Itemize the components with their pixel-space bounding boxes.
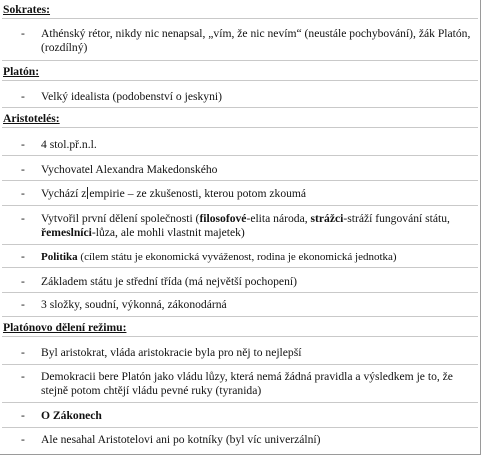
row-divider [2,336,478,337]
list-item-text: Základem státu je střední třída (má největší pochopení) [41,275,297,288]
list-item-text: Velký idealista (podobenství o jeskyni) [41,90,222,103]
bold-term: filosofové [199,212,247,225]
list-item-text: 4 stol.př.n.l. [41,138,97,151]
list-item-text [41,409,475,423]
list-item-text: Vychovatel Alexandra Makedonského [41,163,218,176]
row-divider [2,127,478,128]
list-item-text: 3 složky, soudní, výkonná, zákonodárná [41,298,227,311]
row-divider [2,316,478,317]
heading-platon: Platón: [3,65,40,78]
dash-bullet: - [21,409,25,422]
bold-term: strážci [310,212,344,225]
dash-bullet: - [21,250,25,263]
row-divider [2,364,478,365]
row-divider [2,60,478,61]
dash-bullet: - [21,90,25,103]
row-divider [2,402,478,403]
heading-platonovo-deleni: Platónovo dělení režimu: [3,321,127,334]
row-divider [2,427,478,428]
row-divider [2,205,478,206]
list-item-text: Byl aristokrat, vláda aristokracie byla pro něj to nejlepší [41,346,302,359]
dash-bullet: - [21,163,25,176]
list-item-sokrates-1 [3,27,475,57]
list-item-text [41,212,475,240]
row-divider [2,107,478,108]
dash-bullet: - [21,212,25,225]
dash-bullet: - [21,187,25,200]
dash-bullet: - [21,346,25,359]
dash-bullet: - [21,275,25,288]
text-part: empirie – ze zkušenosti, kterou potom zkoumá [89,187,307,200]
bold-term: O Zákonech [41,409,102,422]
dash-bullet: - [21,138,25,151]
row-divider [2,18,478,19]
row-divider [2,80,478,81]
row-divider [2,180,478,181]
row-divider [2,292,478,293]
list-item-aristoteles-4 [3,212,475,242]
dash-bullet: - [21,27,25,40]
list-item-text [41,187,475,201]
text-part: -stráží fungování státu, [343,212,450,225]
row-divider [2,155,478,156]
heading-aristoteles: Aristotelés: [3,112,60,125]
bold-term: řemeslníci [41,226,92,239]
text-part: -lůza, ale mohli vlastnit majetek) [91,226,245,239]
dash-bullet: - [21,370,25,383]
text-part: Vychází z [41,187,87,200]
list-item-text: Demokracii bere Platón jako vládu lůzy, která nemá žádná pravidla a výsledkem je to, že stejně potom chtějí vládu pevné ruky (tyranida) [41,370,453,397]
list-item-text: Athénský rétor, nikdy nic nenapsal, „vím, že nic nevím“ (neustále pochybování), žák Platón, (rozdílný) [41,27,471,54]
text-part: (cílem státu je ekonomická vyváženost, rodina je ekonomická jednotka) [77,251,397,263]
row-divider [2,267,478,268]
row-divider [2,244,478,245]
heading-sokrates: Sokrates: [3,3,51,16]
text-part: -elita národa, [246,212,311,225]
text-part: Vytvořil první dělení společnosti ( [41,212,200,225]
list-item-text [41,250,475,264]
dash-bullet: - [21,298,25,311]
list-item-text: Ale nesahal Aristotelovi ani po kotníky (byl víc univerzální) [41,433,321,446]
bold-term: Politika [41,251,78,263]
dash-bullet: - [21,433,25,446]
list-item-rezim-2 [3,370,475,400]
